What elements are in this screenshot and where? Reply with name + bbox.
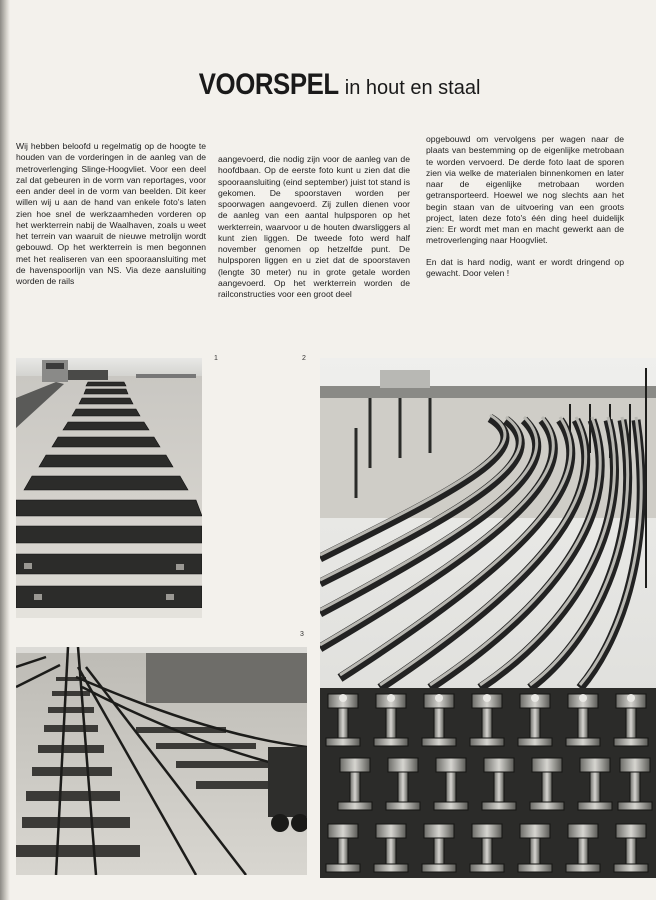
photo-track-switches	[16, 647, 307, 875]
text-column-1	[16, 141, 206, 297]
column-3-text-p1: opgebouwd om vervolgens per wagen naar de plaats van bestemming op de eigenlijke metrobaan te worden vervoerd. De derde foto laat de sporen zien via welke de materialen binnenkomen en later naar de eigenlijke metrobaan worden getransporteerd. Hoewel we nog slechts aan het begin staan van de uitvoering van een groots project, laten deze foto's één ding heel duidelijk zien: Er wordt met man en macht gewerkt aan de metroverlenging naar Hoogvliet.	[426, 134, 624, 246]
title-sub: in hout en staal	[344, 77, 481, 99]
photo-number-2: 2	[302, 355, 306, 362]
page-binding-edge	[0, 0, 10, 900]
text-column-2	[218, 154, 410, 310]
article-title	[0, 68, 656, 102]
text-column-3	[426, 134, 624, 289]
photo-sleepers	[16, 358, 202, 618]
photo-stacked-rails	[320, 358, 656, 878]
column-2-text: aangevoerd, die nodig zijn voor de aanleg van de hoofdbaan. Op de eerste foto kunt u zien dat die spooraansluiting (eind september) juist tot stand is gekomen. De spoorstaven worden per spoorwagen aangevoerd. Zij zullen dienen voor de aanleg van een aantal hulpsporen op het werkterrein, waarvoor u de houten dwarsliggers al kunt zien liggen. De tweede foto werd half november genomen op hetzelfde punt. De hulpsporen liggen en u ziet dat de spoorstaven (lengte 30 meter) nu in grote getale worden aangevoerd. Op het werkterrein worden de railconstructies voor een groot deel	[218, 154, 410, 299]
column-3-text-p2: En dat is hard nodig, want er wordt dringend op gewacht. Door velen !	[426, 256, 624, 278]
photo-number-1: 1	[214, 355, 218, 362]
title-main: VOORSPEL	[198, 68, 339, 101]
photo-number-3: 3	[300, 631, 304, 638]
column-1-text: Wij hebben beloofd u regelmatig op de hoogte te houden van de vorderingen in de aanleg van de metroverlenging Slinge-Hoogvliet. Voor een deel zal dat gebeuren in de vorm van reportages, voor een ander deel in de vorm van beelden. Dit keer willen wij u aan de hand van enkele foto's laten zien hoe snel de werkzaamheden vorderen op het werkterrein nabij de Waalhaven, zoals u weet het terrein van waaruit de nieuwe metrolijn wordt gebouwd. Op het werkterrein is men begonnen met het realiseren van een spooraansluiting met de havenspoorlijn van NS. Via deze aansluiting worden de rails	[16, 141, 206, 286]
